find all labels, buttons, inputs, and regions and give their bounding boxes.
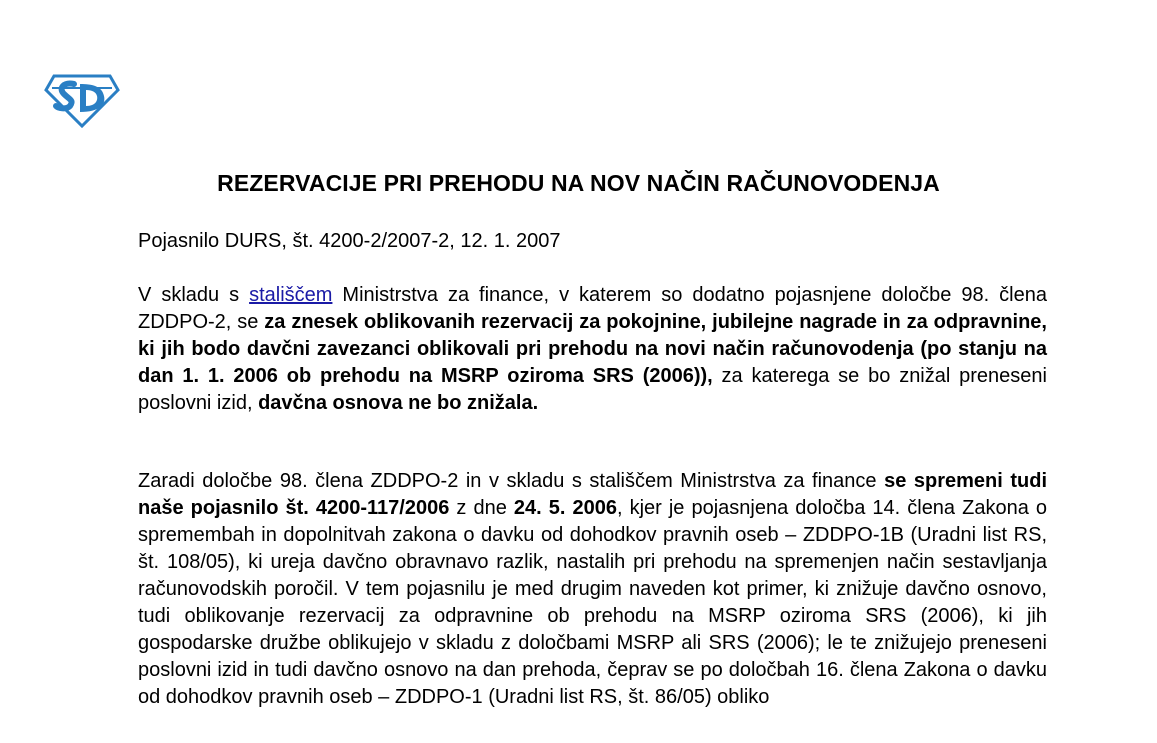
paragraph-1-bold-a: za znesek oblikovanih rezervacij za pokojnine, jubilejne nagrade in za odpravnine, ki jih bodo davčni zavezanci oblikovali pri prehodu na novi način računovodenja (po stanju na dan 1. 1. 2006 ob prehodu na MSRP oziroma SRS (2006)),	[138, 311, 1047, 387]
paragraph-2-text-c: , kjer je pojasnjena določba 14. člena Zakona o spremembah in dopolnitvah zakona o davku od dohodkov pravnih oseb – ZDDPO-1B (Uradni list RS, št. 108/05), ki ureja davčno obravnavo razlik, nastalih pri prehodu na spremenjen način sestavljanja računovodskih poročil. V tem pojasnilu je med drugim naveden kot primer, ki znižuje davčno osnovo, tudi oblikovanje rezervacij za odpravnine ob prehodu na MSRP oziroma SRS (2006), ki jih gospodarske družbe oblikujejo v skladu z določbami MSRP ali SRS (2006); le te znižujejo preneseni poslovni izid in tudi davčno osnovo na dan prehoda, čeprav se po določbah 16. člena Zakona o davku od dohodkov pravnih oseb – ZDDPO-1 (Uradni list RS, št. 86/05) obliko	[138, 497, 1047, 708]
paragraph-2	[138, 468, 1047, 711]
document-reference: Pojasnilo DURS, št. 4200-2/2007-2, 12. 1. 2007	[138, 230, 561, 252]
paragraph-2-bold-a: se spremeni tudi naše pojasnilo št. 4200-117/2006	[138, 470, 1047, 519]
stalisce-link[interactable]: stališčem	[249, 284, 333, 306]
paragraph-2-text-b: z dne	[449, 497, 514, 519]
sd-shield-logo-icon	[44, 72, 120, 128]
paragraph-1-bold-b: davčna osnova ne bo znižala.	[258, 392, 539, 414]
paragraph-1-text-b: Ministrstva za finance, v katerem so dodatno pojasnjene določbe 98. člena ZDDPO-2, se	[138, 284, 1047, 333]
paragraph-1	[138, 282, 1047, 417]
paragraph-1-text-c: za katerega se bo znižal preneseni poslovni izid,	[138, 365, 1047, 414]
document-title: REZERVACIJE PRI PREHODU NA NOV NAČIN RAČUNOVODENJA	[217, 170, 940, 196]
paragraph-2-text-a: Zaradi določbe 98. člena ZDDPO-2 in v skladu s stališčem Ministrstva za finance	[138, 470, 885, 492]
paragraph-1-text-a: V skladu s	[138, 284, 250, 306]
paragraph-2-bold-b: 24. 5. 2006	[513, 497, 617, 519]
